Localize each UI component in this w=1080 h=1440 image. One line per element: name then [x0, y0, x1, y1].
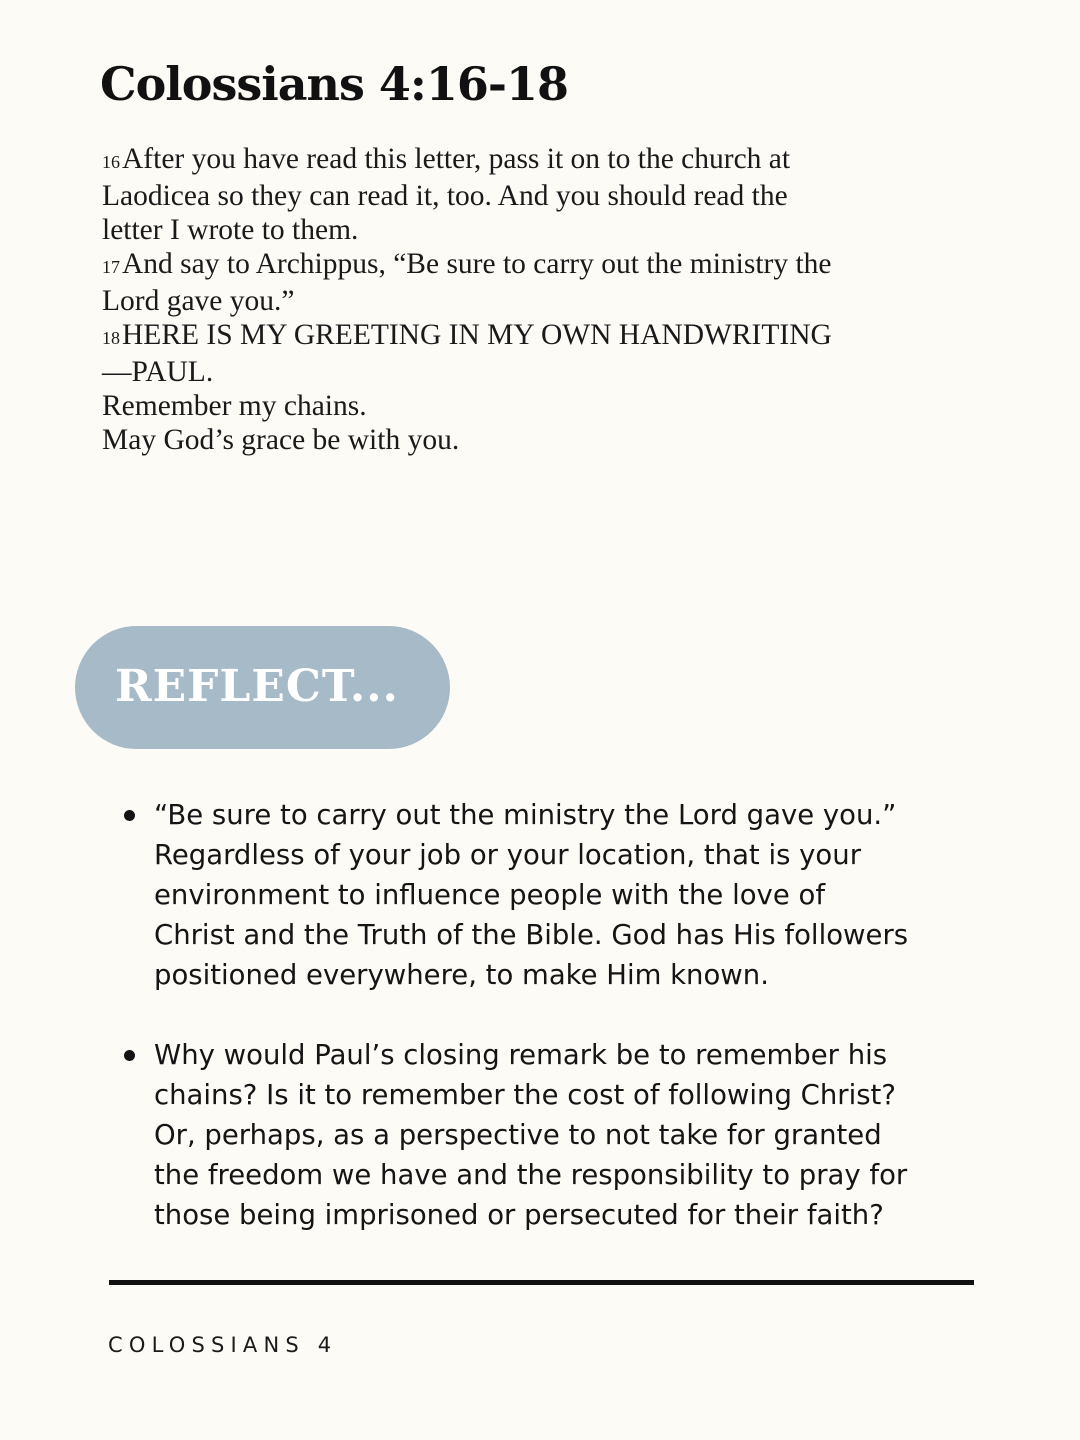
- section-divider: [109, 1280, 974, 1285]
- verse-18-line: —PAUL.: [102, 356, 214, 388]
- reflection-line: Or, perhaps, as a perspective to not take for granted: [154, 1119, 882, 1151]
- bullet-icon: [124, 810, 135, 821]
- verse-number: 16: [102, 152, 120, 172]
- reflection-line: Christ and the Truth of the Bible. God has His followers: [154, 919, 909, 951]
- reflection-line: environment to influence people with the love of: [154, 879, 825, 911]
- verse-18-line: [102, 318, 1002, 355]
- verse-18-line: May God’s grace be with you.: [102, 424, 460, 456]
- verse-16-line: letter I wrote to them.: [102, 214, 359, 246]
- reflect-badge: [75, 626, 450, 749]
- reflection-item: [124, 1035, 1024, 1235]
- reflection-line: those being imprisoned or persecuted for their faith?: [154, 1199, 884, 1231]
- reflection-line: chains? Is it to remember the cost of following Christ?: [154, 1079, 896, 1111]
- verse-17-line: Lord gave you.”: [102, 285, 295, 317]
- reflection-list: [124, 795, 1024, 1235]
- page-title: Colossians 4:16-18: [100, 57, 568, 111]
- bullet-icon: [124, 1050, 135, 1061]
- verse-16-line: Laodicea so they can read it, too. And you should read the: [102, 180, 788, 212]
- reflection-line: the freedom we have and the responsibility to pray for: [154, 1159, 908, 1191]
- scripture-passage: [102, 142, 1002, 457]
- reflection-item: [124, 795, 1024, 995]
- verse-text: And say to Archippus, “Be sure to carry out the ministry the: [122, 248, 832, 280]
- verse-text: HERE IS MY GREETING IN MY OWN HANDWRITING: [122, 319, 832, 351]
- reflect-label: REFLECT...: [115, 661, 399, 712]
- reflection-line: positioned everywhere, to make Him known.: [154, 959, 769, 991]
- reflection-line: Regardless of your job or your location, that is your: [154, 839, 861, 871]
- verse-16-line: [102, 142, 1002, 179]
- reflection-line: Why would Paul’s closing remark be to remember his: [154, 1039, 888, 1071]
- footer-label: COLOSSIANS 4: [108, 1333, 338, 1357]
- verse-number: 18: [102, 328, 120, 348]
- verse-17-line: [102, 247, 1002, 284]
- reflection-line: “Be sure to carry out the ministry the Lord gave you.”: [154, 799, 897, 831]
- verse-number: 17: [102, 257, 120, 277]
- verse-text: After you have read this letter, pass it on to the church at: [122, 143, 791, 175]
- verse-18-line: Remember my chains.: [102, 390, 367, 422]
